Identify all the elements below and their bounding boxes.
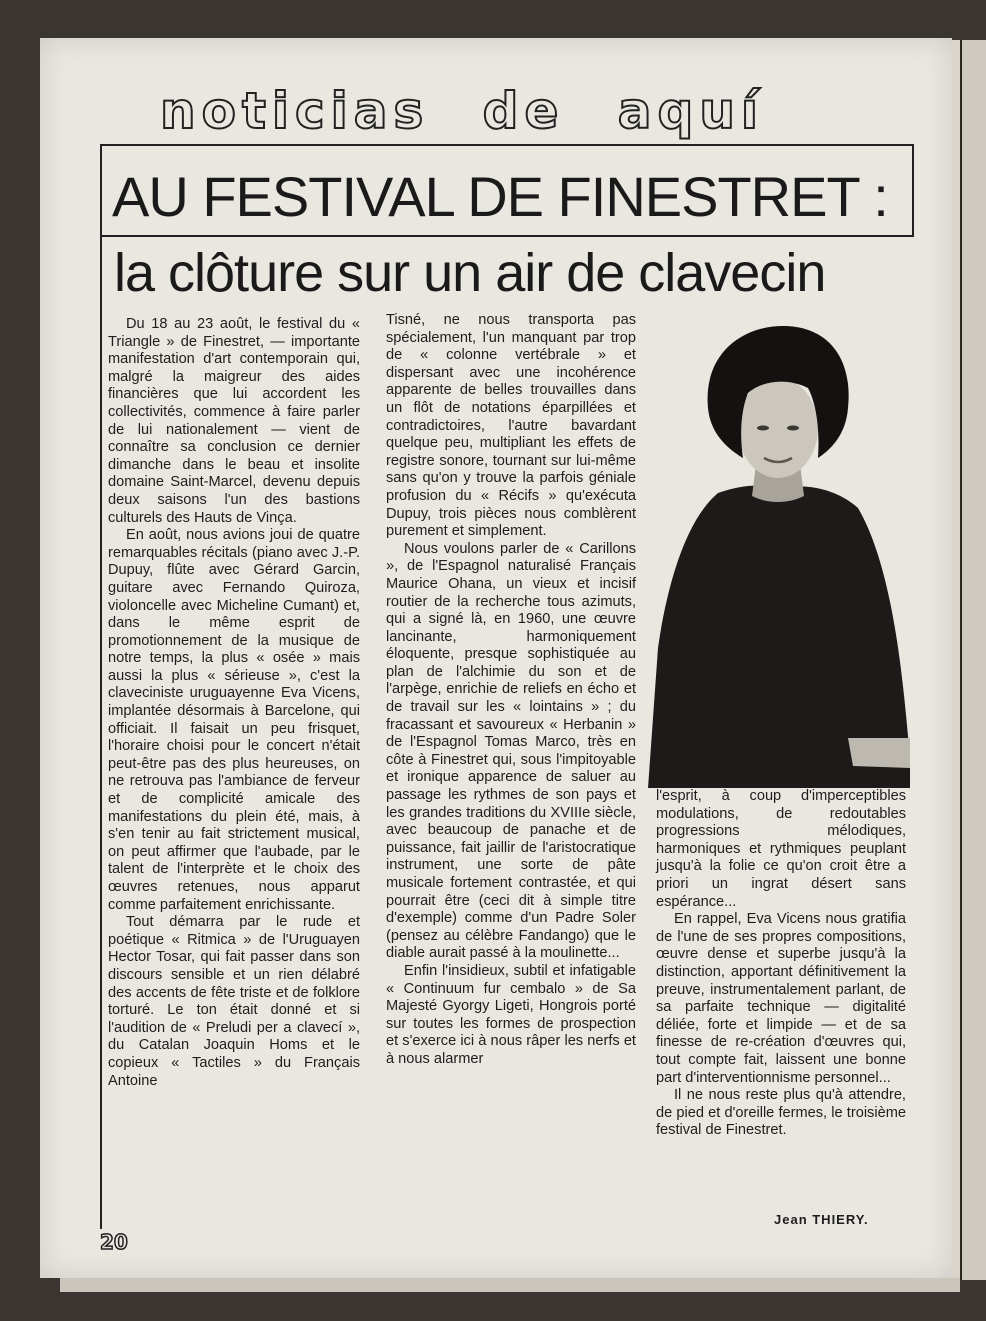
- paragraph: Tisné, ne nous transporta pas spécialement, l'un manquant par trop de « colonne vertébrale » et dispersant avec une incohérence apparente de belles trouvailles dans un flôt de notations éparpillées et contradictoires, l'autre bavardant quelque peu, multipliant les effets de registre sonore, tournant sur lui-même sans qu'on y trouve la parfois géniale profusion du « Récifs » qu'exécuta Dupuy, trois pièces nous comblèrent purement et simplement.: [386, 312, 636, 540]
- frame-rule-top: [100, 144, 914, 146]
- portrait-photo: [648, 318, 910, 788]
- paragraph: Tout démarra par le rude et poétique « Ritmica » de l'Uruguayen Hector Tosar, qui fait passer dans son discours sensible et un rien délabré des accents de fête triste et de folklore torturé. Le ton était donné et si l'audition de « Preludi per a clavecí », du Catalan Joaquin Homs et le copieux « Tactiles » du Français Antoine: [108, 914, 360, 1089]
- paragraph: Il ne nous reste plus qu'à attendre, de pied et d'oreille fermes, le troisième festival de Finestret.: [656, 1087, 906, 1139]
- paragraph: Du 18 au 23 août, le festival du « Triangle » de Finestret, — importante manifestation d'art contemporain qui, malgré la maigreur des aides financières que lui accordent les collectivités, commence à faire parler de lui nationalement — vient de connaître sa conclusion ce dernier dimanche dans le beau et insolite domaine Saint-Marcel, devenu depuis deux saisons l'un des bastions culturels des Hauts de Vinça.: [108, 316, 360, 526]
- paragraph: Nous voulons parler de « Carillons », de l'Espagnol naturalisé Français Maurice Ohana, un vieux et incisif routier de la recherche tous azimuts, qui a signé là, en 1960, une œuvre lancinante, harmoniquement éloquente, presque sophistiquée au plan de l'alchimie du son et de l'arpège, enrichie de reliefs en écho et de travail sur les « lointains » ; du fracassant et savoureux « Herbanin » de l'Espagnol Tomas Marco, très en côte à Finestret qui, sous l'impitoyable et ironique apparence de saluer au passage les rythmes de son pays et les grandes traditions du XVIIIe siècle, avec beaucoup de panache et de puissance, fait jaillir de l'aristocratique instrument, une sorte de pâte musicale fortement contrastée, et qui pourrait être (ceci dit à simple titre d'exemple) comme d'un Padre Soler (pensez au célèbre Fandango) que le diable aurait passé à la moulinette...: [386, 540, 636, 962]
- frame-rule-middle: [100, 235, 914, 237]
- headline-line-2: la clôture sur un air de clavecin: [114, 243, 826, 303]
- paragraph: En rappel, Eva Vicens nous gratifia de l'une de ses propres compositions, œuvre dense et superbe jusqu'à la distinction, apportant définitivement la preuve, instrumentalement parlant, de sa parfaite technique — digitalité déliée, forte et limpide — et de sa finesse de re-création d'œuvres qui, tout compte fait, laissent une bonne part d'interventionnisme personnel...: [656, 911, 906, 1086]
- frame-rule-right: [912, 144, 914, 236]
- paragraph: Enfin l'insidieux, subtil et infatigable « Continuum fur cembalo » de Sa Majesté Gyorgy Ligeti, Hongrois porté sur toutes les formes de prospection et s'exerce ici à nous râper les nerfs et à nous alarmer: [386, 962, 636, 1067]
- article-column-2: [386, 312, 636, 1069]
- paragraph: En août, nous avions joui de quatre remarquables récitals (piano avec J.-P. Dupuy, flûte avec Gérard Garcin, guitare avec Fernando Quiroza, violoncelle avec Micheline Cumant) et, dans le même esprit de promotionnement de la musique de notre temps, la plus « osée » mais aussi la plus « sérieuse », c'est la claveciniste uruguayenne Eva Vicens, implantée désormais à Barcelone, qui officiait. Il faisait un peu frisquet, l'horaire choisi pour le concert n'était peut-être pas des plus heureuses, on ne retrouva pas l'ambiance de ferveur et de complicité amicale des manifestations du plein été, mais, à s'en tenir au fait strictement musical, on peut affirmer que l'aubade, par le talent de l'interprète et le choix des œuvres retenues, nous apparut comme parfaitement enrichissante.: [108, 527, 360, 913]
- headline-line-1: AU FESTIVAL DE FINESTRET :: [112, 165, 888, 228]
- article-column-3: [656, 788, 906, 1140]
- section-rubric: noticias de aquí: [160, 82, 765, 140]
- author-signature: Jean THIERY.: [774, 1212, 869, 1227]
- paragraph: l'esprit, à coup d'imperceptibles modulations, de redoutables progressions mélodiques, harmoniques et rythmiques peuplant jusqu'à la folie ce qu'on croit être a priori un ingrat désert sans espérance...: [656, 788, 906, 910]
- article-column-1: [108, 316, 360, 1090]
- frame-rule-left: [100, 144, 102, 1229]
- page-number: 20: [100, 1230, 128, 1254]
